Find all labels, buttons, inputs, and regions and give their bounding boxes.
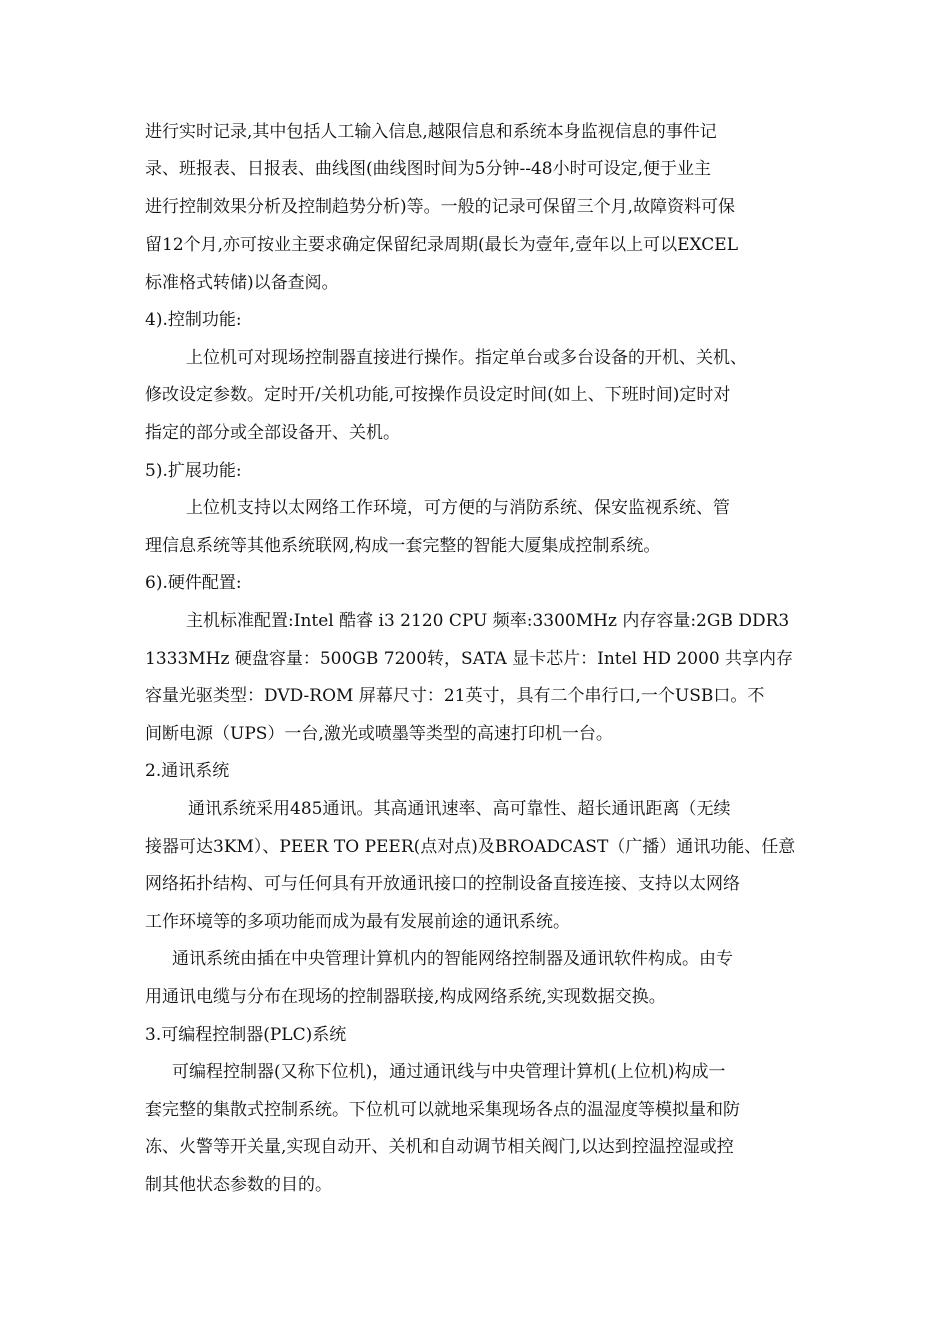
paragraph-line: 标准格式转储)以备查阅。: [145, 273, 339, 293]
paragraph-line: 冻、火警等开关量,实现自动开、关机和自动调节相关阀门,以达到控温控湿或控: [145, 1137, 734, 1157]
paragraph-line: 接器可达3KM）、PEER TO PEER(点对点)及BROADCAST（广播）通讯功能、任意: [145, 837, 796, 857]
paragraph-line: 上位机支持以太网络工作环境，可方便的与消防系统、保安监视系统、管: [186, 498, 730, 518]
paragraph-line: 进行控制效果分析及控制趋势分析)等。一般的记录可保留三个月,故障资料可保: [145, 197, 736, 217]
paragraph-line: 间断电源（UPS）一台,激光或喷墨等类型的高速打印机一台。: [145, 724, 613, 744]
paragraph-line: 可编程控制器(又称下位机)，通过通讯线与中央管理计算机(上位机)构成一: [172, 1062, 726, 1082]
paragraph-line: 上位机可对现场控制器直接进行操作。指定单台或多台设备的开机、关机、: [186, 348, 747, 368]
paragraph-line: 用通讯电缆与分布在现场的控制器联接,构成网络系统,实现数据交换。: [145, 987, 666, 1007]
paragraph-line: 指定的部分或全部设备开、关机。: [145, 423, 400, 443]
paragraph-line: 制其他状态参数的目的。: [145, 1175, 332, 1195]
paragraph-line: 主机标准配置:Intel 酷睿 i3 2120 CPU 频率:3300MHz 内存容量:2GB DDR3: [186, 611, 790, 631]
section-heading-control: 4).控制功能:: [145, 310, 242, 330]
paragraph-line: 留12个月,亦可按业主要求确定保留纪录周期(最长为壹年,壹年以上可以EXCEL: [145, 235, 738, 255]
paragraph-line: 修改设定参数。定时开/关机功能,可按操作员设定时间(如上、下班时间)定时对: [145, 385, 731, 405]
section-heading-hardware: 6).硬件配置:: [145, 573, 242, 593]
paragraph-line: 进行实时记录,其中包括人工输入信息,越限信息和系统本身监视信息的事件记: [145, 122, 717, 142]
paragraph-line: 录、班报表、日报表、曲线图(曲线图时间为5分钟--48小时可设定,便于业主: [145, 159, 711, 179]
section-heading-plc: 3.可编程控制器(PLC)系统: [145, 1025, 347, 1045]
paragraph-line: 容量光驱类型：DVD-ROM 屏幕尺寸：21英寸，具有二个串行口,一个USB口。不: [145, 686, 765, 706]
paragraph-line: 理信息系统等其他系统联网,构成一套完整的智能大厦集成控制系统。: [145, 536, 661, 556]
section-heading-communication: 2.通讯系统: [145, 761, 230, 781]
paragraph-line: 通讯系统由插在中央管理计算机内的智能网络控制器及通讯软件构成。由专: [172, 949, 733, 969]
paragraph-line: 通讯系统采用485通讯。其高通讯速率、高可靠性、超长通讯距离（无续: [188, 799, 731, 819]
section-heading-expansion: 5).扩展功能:: [145, 461, 242, 481]
paragraph-line: 1333MHz 硬盘容量：500GB 7200转，SATA 显卡芯片：Intel HD 2000 共享内存: [145, 649, 794, 669]
paragraph-line: 工作环境等的多项功能而成为最有发展前途的通讯系统。: [145, 912, 570, 932]
paragraph-line: 套完整的集散式控制系统。下位机可以就地采集现场各点的温湿度等模拟量和防: [145, 1100, 740, 1120]
paragraph-line: 网络拓扑结构、可与任何具有开放通讯接口的控制设备直接连接、支持以太网络: [145, 874, 740, 894]
